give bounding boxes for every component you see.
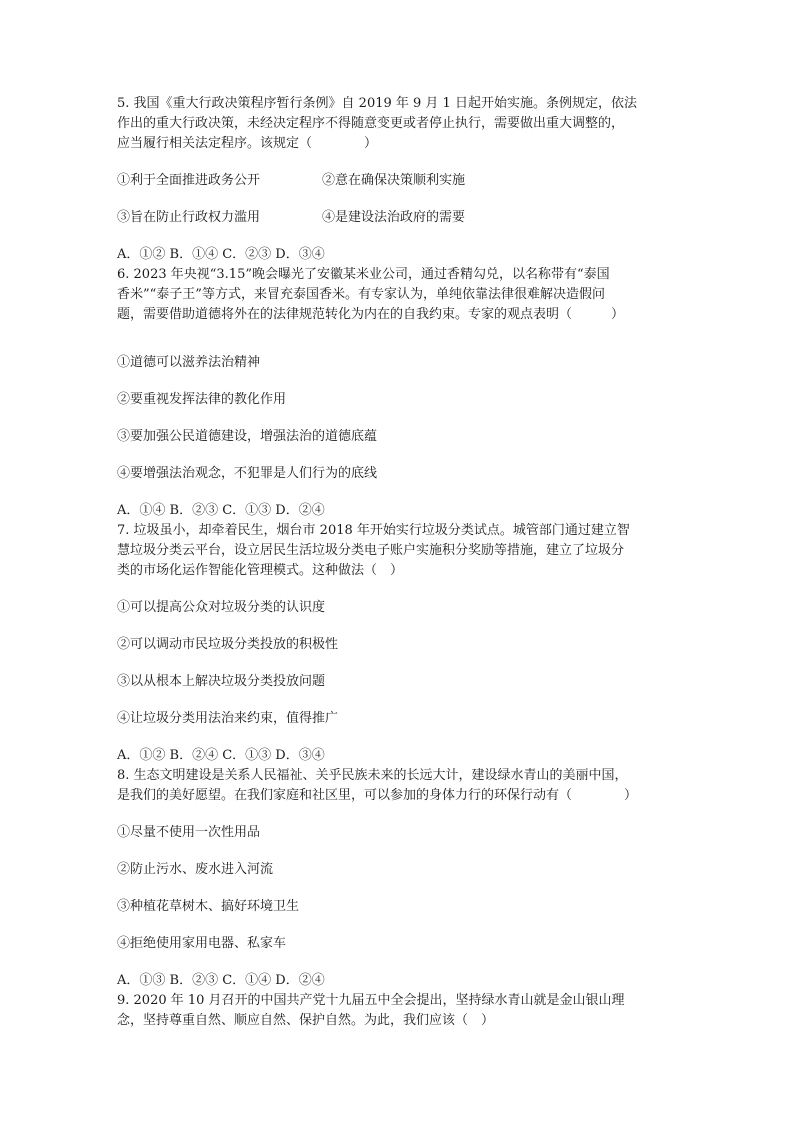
question-7-option-3: ③以从根本上解决垃圾分类投放问题 xyxy=(117,674,326,689)
question-5-option-3: ③旨在防止行政权力滥用 xyxy=(117,210,261,225)
question-7 xyxy=(117,521,687,766)
question-8-option-3: ③种植花草树木、搞好环境卫生 xyxy=(117,899,300,914)
question-6-option-2: ②要重视发挥法律的教化作用 xyxy=(117,392,287,407)
question-9-line-2: 念，坚持尊重自然、顺应自然、保护自然。为此，我们应该（ ） xyxy=(117,1013,495,1028)
question-5-option-2: ②意在确保决策顺利实施 xyxy=(322,173,466,188)
question-8-line-1: 8. 生态文明建设是关系人民福祉、关乎民族未来的长远大计，建设绿水青山的美丽中国， xyxy=(117,768,628,783)
question-7-line-3: 类的市场化运作智能化管理模式。这种做法（ ） xyxy=(117,563,404,578)
question-6-line-1: 6. 2023 年央视“3.15”晚会曝光了安徽某米业公司，通过香精勾兑，以名称带有“泰国 xyxy=(117,267,610,282)
question-8 xyxy=(117,766,687,991)
question-5-option-4: ④是建设法治政府的需要 xyxy=(322,210,466,225)
question-6-option-1: ①道德可以滋养法治精神 xyxy=(117,355,261,370)
question-6-option-4: ④要增强法治观念，不犯罪是人们行为的底线 xyxy=(117,466,378,481)
question-9 xyxy=(117,991,687,1031)
question-7-line-2: 慧垃圾分类云平台，设立居民生活垃圾分类电子账户实施积分奖励等措施，建立了垃圾分 xyxy=(117,543,625,558)
question-8-option-4: ④拒绝使用家用电器、私家车 xyxy=(117,936,287,951)
question-6-answers: A．①④ B．②③ C．①③ D．②④ xyxy=(117,503,325,518)
question-5-line-1: 5. 我国《重大行政决策程序暂行条例》自 2019 年 9 月 1 日起开始实施。条例规定，依法 xyxy=(117,96,637,111)
question-6 xyxy=(117,265,687,521)
question-5-answers: A．①② B．①④ C．②③ D．③④ xyxy=(117,247,325,262)
exam-page xyxy=(117,94,687,1031)
question-5-line-3: 应当履行相关法定程序。该规定（ ） xyxy=(117,136,378,151)
question-5-line-2: 作出的重大行政决策，未经决定程序不得随意变更或者停止执行，需要做出重大调整的， xyxy=(117,116,625,131)
question-7-line-1: 7. 垃圾虽小，却牵着民生，烟台市 2018 年开始实行垃圾分类试点。城管部门通过建立智 xyxy=(117,523,630,538)
question-5-option-1: ①利于全面推进政务公开 xyxy=(117,173,261,188)
question-7-answers: A．①② B．②④ C．①③ D．③④ xyxy=(117,748,325,763)
question-7-option-4: ④让垃圾分类用法治来约束，值得推广 xyxy=(117,711,339,726)
question-8-line-2: 是我们的美好愿望。在我们家庭和社区里，可以参加的身体力行的环保行动有（ ） xyxy=(117,788,638,803)
question-7-option-1: ①可以提高公众对垃圾分类的认识度 xyxy=(117,600,326,615)
question-5-options-row-1 xyxy=(117,171,687,191)
question-6-line-3: 题，需要借助道德将外在的法律规范转化为内在的自我约束。专家的观点表明（ ） xyxy=(117,307,625,322)
question-9-line-1: 9. 2020 年 10 月召开的中国共产党十九届五中全会提出，坚持绿水青山就是金山银山理 xyxy=(117,993,625,1008)
question-8-option-2: ②防止污水、废水进入河流 xyxy=(117,862,274,877)
question-5-options-row-2 xyxy=(117,208,687,228)
question-5 xyxy=(117,94,687,265)
question-6-option-3: ③要加强公民道德建设，增强法治的道德底蕴 xyxy=(117,429,378,444)
question-8-option-1: ①尽量不使用一次性用品 xyxy=(117,825,261,840)
question-8-answers: A．①③ B．②③ C．①④ D．②④ xyxy=(117,973,325,988)
question-6-line-2: 香米”“泰子王”等方式，来冒充泰国香米。有专家认为，单纯依靠法律很难解决造假问 xyxy=(117,287,605,302)
question-7-option-2: ②可以调动市民垃圾分类投放的积极性 xyxy=(117,637,339,652)
